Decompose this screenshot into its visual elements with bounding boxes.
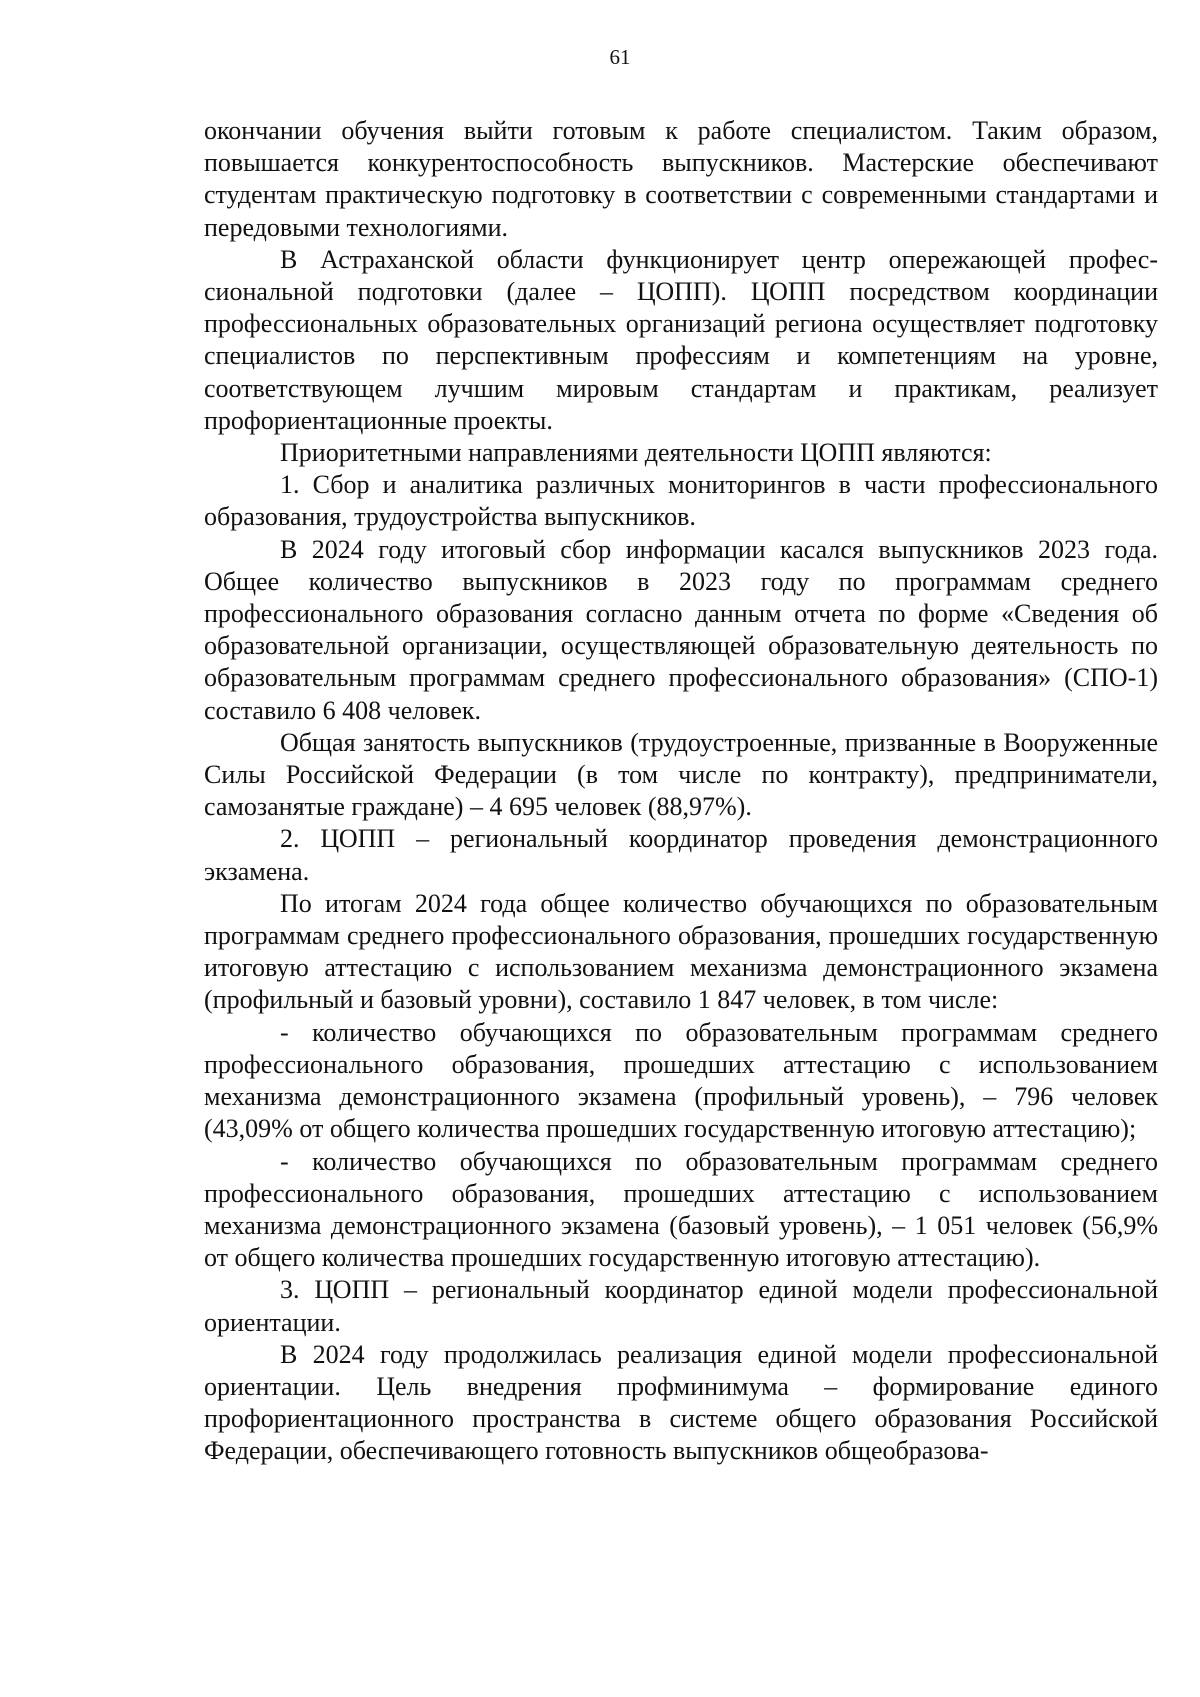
document-body [204,115,1158,1468]
paragraph-priority-2: 2. ЦОПП – региональный координатор проведения демонстрационного экзамена. [204,824,1158,886]
paragraph-employment: Общая занятость выпускников (трудоустроенные, призванные в Вооруженные Силы Российской Федерации (в том числе по контракту), предприниматели, самозанятые граждане) – 4 695 человек (88,97%). [204,727,1158,822]
list-item-basic-level: - количество обучающихся по образовательным программам среднего профессионального образования, прошедших аттестацию с использованием механизма демонстрационного экзамена (базовый уровень), – 1 051 человек (56,9% от общего количества прошедших государственную итоговую аттестацию). [204,1146,1158,1273]
paragraph-center-intro: В Астраханской области функционирует центр опережающей профессиональной подготовки (далее – ЦОПП). ЦОПП посредством координации профессиональных образовательных организаций региона осуществляет подготовку специалистов по перспективным профессиям и компетенциям на уровне, соответствующем лучшим мировым стандартам и практикам, реализует профориентационные проекты. [204,244,1158,435]
paragraph-priority-3: 3. ЦОПП – региональный координатор единой модели профессиональной ориентации. [204,1275,1158,1337]
paragraph-exam-results: По итогам 2024 года общее количество обучающихся по образовательным программам среднего профессионального образования, прошедших государственную итоговую аттестацию с использованием механизма демонстрационного экзамена (профильный и базовый уровни), составило 1 847 человек, в том числе: [204,888,1158,1015]
list-item-profile-level: - количество обучающихся по образовательным программам среднего профессионального образования, прошедших аттестацию с использованием механизма демонстрационного экзамена (профильный уровень), – 796 человек (43,09% от общего количества прошедших государственную итоговую аттестацию); [204,1017,1158,1144]
paragraph-priority-1: 1. Сбор и аналитика различных мониторингов в части профессионального образования, трудоустройства выпускников. [204,470,1158,532]
paragraph-priorities-heading: Приоритетными направлениями деятельности ЦОПП являются: [280,438,992,468]
paragraph-graduates-2023: В 2024 году итоговый сбор информации касался выпускников 2023 года. Общее количество выпускников в 2023 году по программам среднего профессионального образования согласно данным отчета по форме «Сведения об образовательной организации, осуществляющей образовательную деятельность по образовательным программам среднего профессионального образования» (СПО-1) составило 6 408 человек. [204,534,1158,725]
paragraph-career-guidance: В 2024 году продолжилась реализация единой модели профессиональной ориентации. Цель внедрения профминимума – формирование единого профориентационного пространства в системе общего образования Российской Федерации, обеспечивающего готовность выпускников общеобразова- [204,1339,1158,1466]
page-number: 61 [609,45,631,69]
paragraph-continuation: окончании обучения выйти готовым к работе специалистом. Таким образом, повышается конкурентоспособность выпускников. Мастерские обеспечивают студентам практическую подготовку в соответствии с современными стандартами и передовыми технологиями. [204,116,1158,242]
